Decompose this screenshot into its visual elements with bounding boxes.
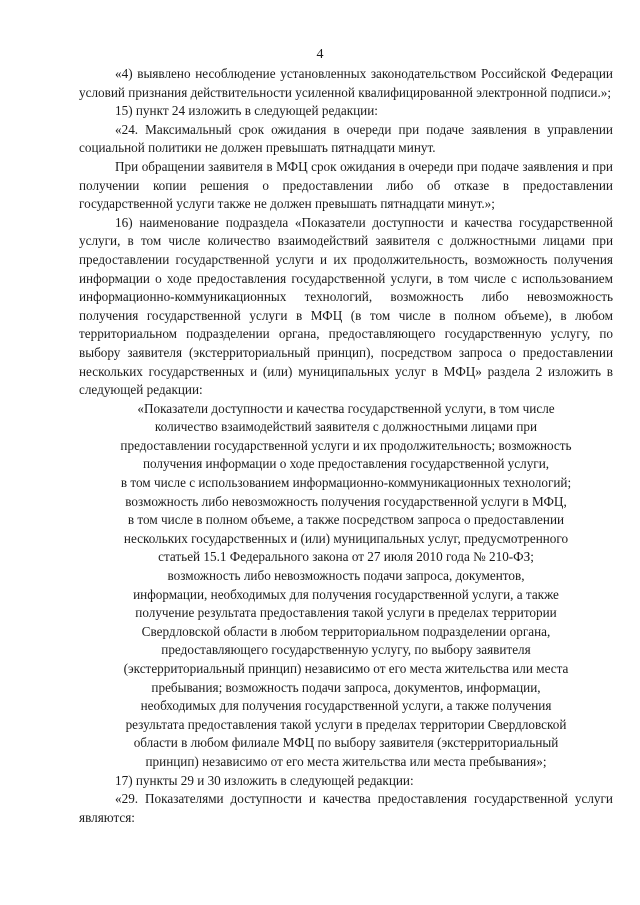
heading-line: получение результата предоставления такой услуги в пределах территории <box>135 605 557 621</box>
subsection-heading <box>79 400 613 772</box>
heading-line: количество взаимодействий заявителя с должностными лицами при <box>154 419 538 435</box>
paragraph-mfc-waiting: При обращении заявителя в МФЦ срок ожидания в очереди при подаче заявления и при получении копии решения о предоставлении либо об отказе в предоставлении государственной услуги также не должен превышать пятнадцати минут.»; <box>79 158 613 212</box>
heading-line: результата предоставления такой услуги в пределах территории Свердловской <box>125 716 567 732</box>
heading-line: в том числе в полном объеме, а также посредством запроса о предоставлении <box>127 512 565 528</box>
heading-line: принцип) независимо от его места жительства или места пребывания»; <box>145 753 547 769</box>
heading-line: Свердловской области в любом территориальном подразделении органа, <box>141 623 551 639</box>
paragraph-clause-29: «29. Показателями доступности и качества предоставления государственной услуги являются: <box>79 791 613 825</box>
heading-line: возможность либо невозможность подачи запроса, документов, <box>167 568 525 584</box>
paragraph-item-4-quote: «4) выявлено несоблюдение установленных законодательством Российской Федерации условий признания действительности усиленной квалифицированной электронной подписи.»; <box>79 66 613 100</box>
paragraph-item-15: 15) пункт 24 изложить в следующей редакции: <box>115 103 378 119</box>
document-body <box>79 65 613 827</box>
heading-line: пребывания; возможность подачи запроса, документов, информации, <box>151 679 541 695</box>
heading-line: (экстерриториальный принцип) независимо от его места жительства или места <box>123 661 569 676</box>
heading-line: необходимых для получения государственной услуги, а также получения <box>140 698 552 714</box>
heading-line: области в любом филиале МФЦ по выбору заявителя (экстерриториальный <box>133 735 559 751</box>
paragraph-clause-24: «24. Максимальный срок ожидания в очереди при подаче заявления в управлении социальной политики не должен превышать пятнадцати минут. <box>79 121 613 156</box>
page-number: 4 <box>316 47 324 62</box>
heading-line: предоставлении государственной услуги и их продолжительность; возможность <box>120 437 572 453</box>
paragraph-item-17: 17) пункты 29 и 30 изложить в следующей редакции: <box>115 772 414 788</box>
paragraph-item-16: 16) наименование подраздела «Показатели доступности и качества государственной услуги, в том числе количество взаимодействий заявителя с должностными лицами при предоставлении государственной услуги и их продолжительность, возможность получения информации о ходе предоставления государственной услуги, в том числе с использованием информационно-коммуникационных технологий, возможность либо невозможность получения государственной услуги в МФЦ (в том числе в полном объеме), в любом территориальном подразделении органа, предоставляющего государственную услугу, по выбору заявителя (экстерриториальный принцип), посредством запроса о предоставлении нескольких государственных и (или) муниципальных услуг в МФЦ» раздела 2 изложить в следующей редакции: <box>79 214 613 398</box>
heading-line: нескольких государственных и (или) муниципальных услуг, предусмотренного <box>123 530 569 546</box>
heading-line: получения информации о ходе предоставления государственной услуги, <box>142 456 550 472</box>
heading-line: «Показатели доступности и качества государственной услуги, в том числе <box>137 400 555 416</box>
heading-line: информации, необходимых для получения государственной услуги, а также <box>133 586 559 602</box>
heading-line: в том числе с использованием информационно-коммуникационных технологий; <box>120 475 572 491</box>
heading-line: статьей 15.1 Федерального закона от 27 июля 2010 года № 210-ФЗ; <box>158 549 534 565</box>
heading-line: предоставляющего государственную услугу, по выбору заявителя <box>161 642 531 658</box>
heading-line: возможность либо невозможность получения государственной услуги в МФЦ, <box>125 493 567 509</box>
